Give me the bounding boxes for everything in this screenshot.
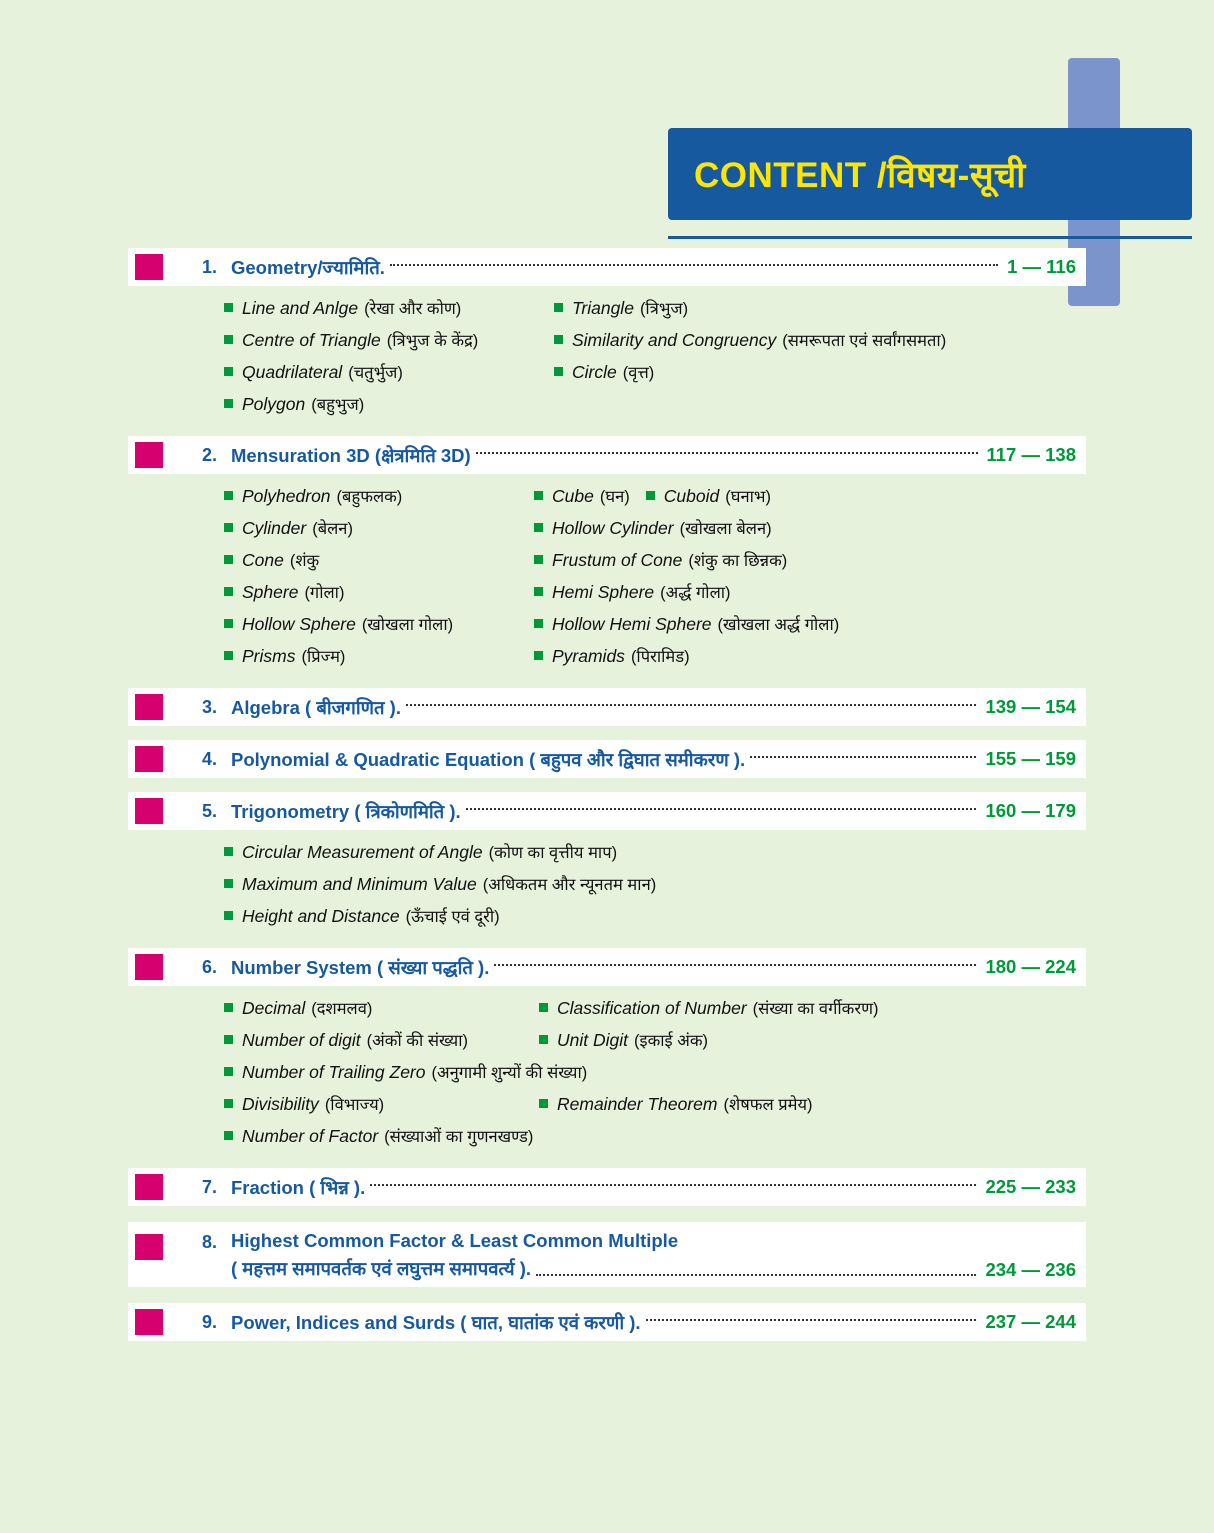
chapter-title-line2 [231,1256,1076,1281]
chapter-title-en: Number System [231,956,377,978]
bullet-icon [554,335,563,344]
subtopic-row [128,392,1086,415]
chapter-marker-icon [135,694,163,720]
subtopic-pair [534,484,1086,507]
chapter-title-hi: (क्षेत्रमिति 3D) [374,444,471,466]
chapter-marker-icon [135,798,163,824]
subtopic-item[interactable]: Number of Factor (संख्याओं का गुणनखण्ड) [224,1124,533,1147]
subtopic-item[interactable]: Circular Measurement of Angle (कोण का वृत्तीय माप) [224,840,617,863]
subtopic-item[interactable]: Height and Distance (ऊँचाई एवं दूरी) [224,904,500,927]
chapter-title [231,695,401,720]
chapter-entry [0,1168,1214,1206]
leader-dots [370,1183,976,1186]
chapter-title-en: Mensuration 3D [231,444,375,466]
bullet-icon [534,587,543,596]
bullet-icon [224,555,233,564]
chapter-pages: 237 — 244 [985,1311,1076,1332]
subtopic-item[interactable]: Unit Digit (इकाई अंक) [539,1028,1086,1051]
subtopic-item[interactable]: Cube (घन) [534,484,630,507]
leader-dots [536,1273,976,1276]
subtopic-item[interactable]: Centre of Triangle (त्रिभुज के केंद्र) [224,328,554,351]
bullet-icon [224,651,233,660]
subtopic-item[interactable]: Hollow Cylinder (खोखला बेलन) [534,516,1086,539]
content-banner [668,128,1192,220]
chapter-title-en: Geometry/ [231,256,323,278]
subtopic-item[interactable]: Pyramids (पिरामिड) [534,644,1086,667]
chapter-title-en: Power, Indices and Surds [231,1311,461,1333]
subtopic-row [128,516,1086,539]
chapter-row[interactable] [128,1168,1086,1206]
leader-dots [406,703,977,706]
chapter-entry [0,792,1214,948]
subtopic-item[interactable]: Polygon (बहुभुज) [224,392,554,415]
chapter-pages: 180 — 224 [985,956,1076,977]
subtopic-row [128,1092,1086,1115]
chapter-title-en: Highest Common Factor & Least Common Multiple [231,1230,679,1251]
leader-dots [646,1318,977,1321]
subtopic-item[interactable]: Hollow Sphere (खोखला गोला) [224,612,534,635]
bullet-icon [224,1131,233,1140]
subtopic-item[interactable]: Divisibility (विभाज्य) [224,1092,539,1115]
bullet-icon [224,399,233,408]
subtopic-item[interactable]: Remainder Theorem (शेषफल प्रमेय) [539,1092,1086,1115]
subtopic-row [128,840,1086,863]
chapter-row[interactable] [128,1303,1086,1341]
subtopic-item[interactable]: Hollow Hemi Sphere (खोखला अर्द्ध गोला) [534,612,1086,635]
chapter-row[interactable] [128,688,1086,726]
bullet-icon [224,1099,233,1108]
subtopic-item[interactable]: Quadrilateral (चतुर्भुज) [224,360,554,383]
bullet-icon [224,879,233,888]
bullet-icon [224,1035,233,1044]
chapter-title-hi: ( बीजगणित ). [305,696,401,718]
chapter-title-en: Algebra [231,696,306,718]
chapter-pages: 234 — 236 [985,1259,1076,1280]
subtopic-list [128,286,1086,436]
subtopic-item[interactable]: Cone (शंकु [224,548,534,571]
chapter-pages: 160 — 179 [985,800,1076,821]
subtopic-item[interactable]: Hemi Sphere (अर्द्ध गोला) [534,580,1086,603]
chapter-entry [0,948,1214,1168]
chapter-marker-icon [135,1309,163,1335]
subtopic-list [128,830,1086,948]
bullet-icon [646,491,655,500]
bullet-icon [224,1067,233,1076]
bullet-icon [539,1035,548,1044]
subtopic-item[interactable]: Line and Anlge (रेखा और कोण) [224,296,554,319]
bullet-icon [224,367,233,376]
chapter-entry [0,436,1214,688]
subtopic-row [128,996,1086,1019]
chapter-pages: 139 — 154 [985,696,1076,717]
chapter-title-en: Fraction [231,1176,310,1198]
chapter-row[interactable] [128,1222,1086,1287]
bullet-icon [539,1003,548,1012]
chapter-number: 5. [201,800,217,821]
leader-dots [476,451,978,454]
subtopic-item[interactable]: Circle (वृत्त) [554,360,1086,383]
chapter-pages: 1 — 116 [1007,256,1076,277]
chapter-title-hi: ( संख्या पद्धति ). [377,956,490,978]
chapter-entry [0,740,1214,778]
chapter-title-hi: ( त्रिकोणमिति ). [354,800,461,822]
chapter-row[interactable] [128,436,1086,474]
subtopic-item[interactable]: Maximum and Minimum Value (अधिकतम और न्यूनतम मान) [224,872,656,895]
subtopic-item[interactable]: Decimal (दशमलव) [224,996,539,1019]
subtopic-row [128,904,1086,927]
chapter-title-hi: ( घात, घातांक एवं करणी ). [460,1311,641,1333]
chapter-title [231,1310,641,1335]
chapter-number: 7. [201,1176,217,1197]
leader-dots [390,263,998,266]
bullet-icon [224,619,233,628]
leader-dots [494,963,976,966]
bullet-icon [554,303,563,312]
chapter-row[interactable] [128,740,1086,778]
chapter-marker-icon [135,254,163,280]
chapter-pages: 225 — 233 [985,1176,1076,1197]
subtopic-item[interactable]: Frustum of Cone (शंकु का छिन्नक) [534,548,1086,571]
chapter-pages: 117 — 138 [986,444,1076,465]
subtopic-item[interactable]: Cylinder (बेलन) [224,516,534,539]
chapter-pages: 155 — 159 [985,748,1076,769]
subtopic-row [128,1028,1086,1051]
chapter-entry [0,1222,1214,1287]
table-of-contents [0,248,1214,1341]
chapter-row[interactable] [128,248,1086,286]
chapter-title-hi: ( महत्तम समापवर्तक एवं लघुत्तम समापवर्त्य ). [231,1258,532,1279]
chapter-marker-icon [135,746,163,772]
chapter-number: 9. [201,1311,217,1332]
bullet-icon [224,847,233,856]
bullet-icon [554,367,563,376]
leader-dots [466,807,977,810]
chapter-title-hi: ( बहुपव और द्विघात समीकरण ). [529,748,746,770]
subtopic-list [128,474,1086,688]
bullet-icon [224,911,233,920]
subtopic-row [128,548,1086,571]
chapter-entry [0,1303,1214,1341]
bullet-icon [224,335,233,344]
banner-underline [668,236,1192,239]
chapter-title [231,443,471,468]
bullet-icon [539,1099,548,1108]
chapter-entry [0,248,1214,436]
bullet-icon [224,523,233,532]
subtopic-list [128,986,1086,1168]
chapter-title-hi: ( भिन्न ). [309,1176,366,1198]
chapter-title-en: Polynomial & Quadratic Equation [231,748,530,770]
chapter-title [231,1175,365,1200]
chapter-title [231,255,385,280]
subtopic-item[interactable]: Sphere (गोला) [224,580,534,603]
subtopic-row [128,1060,1086,1083]
chapter-marker-icon [135,1234,163,1260]
subtopic-row [128,1124,1086,1147]
page-title: CONTENT /विषय-सूची [694,155,1026,195]
subtopic-row [128,360,1086,383]
bullet-icon [534,555,543,564]
chapter-title [231,747,745,772]
bullet-icon [224,1003,233,1012]
chapter-number: 3. [201,696,217,717]
subtopic-item[interactable]: Cuboid (घनाभ) [646,484,771,507]
chapter-marker-icon [135,442,163,468]
bullet-icon [534,523,543,532]
chapter-row[interactable] [128,948,1086,986]
subtopic-item[interactable]: Triangle (त्रिभुज) [554,296,1086,319]
chapter-marker-icon [135,954,163,980]
chapter-number: 1. [201,256,217,277]
chapter-title-en: Trigonometry [231,800,355,822]
subtopic-row [128,296,1086,319]
bullet-icon [224,491,233,500]
subtopic-row [128,484,1086,507]
chapter-marker-icon [135,1174,163,1200]
subtopic-row [128,580,1086,603]
chapter-entry [0,688,1214,726]
bullet-icon [224,587,233,596]
bullet-icon [534,651,543,660]
chapter-title [231,799,461,824]
subtopic-row [128,612,1086,635]
chapter-number: 8. [201,1232,217,1252]
chapter-title-hi: ज्यामिति. [322,256,385,278]
subtopic-row [128,872,1086,895]
bullet-icon [534,619,543,628]
chapter-number: 6. [201,956,217,977]
subtopic-item[interactable]: Classification of Number (संख्या का वर्गीकरण) [539,996,1086,1019]
chapter-number: 2. [201,444,217,465]
subtopic-item[interactable]: Similarity and Congruency (समरूपता एवं सर्वांगसमता) [554,328,1086,351]
chapter-title-block [231,1230,1076,1281]
chapter-title [231,955,489,980]
leader-dots [750,755,976,758]
chapter-row[interactable] [128,792,1086,830]
subtopic-row [128,328,1086,351]
subtopic-item[interactable]: Polyhedron (बहुफलक) [224,484,534,507]
subtopic-row [128,644,1086,667]
bullet-icon [534,491,543,500]
subtopic-item[interactable]: Prisms (प्रिज्म) [224,644,534,667]
bullet-icon [224,303,233,312]
subtopic-item[interactable]: Number of digit (अंकों की संख्या) [224,1028,539,1051]
subtopic-item[interactable]: Number of Trailing Zero (अनुगामी शुन्यों की संख्या) [224,1060,587,1083]
chapter-number: 4. [201,748,217,769]
